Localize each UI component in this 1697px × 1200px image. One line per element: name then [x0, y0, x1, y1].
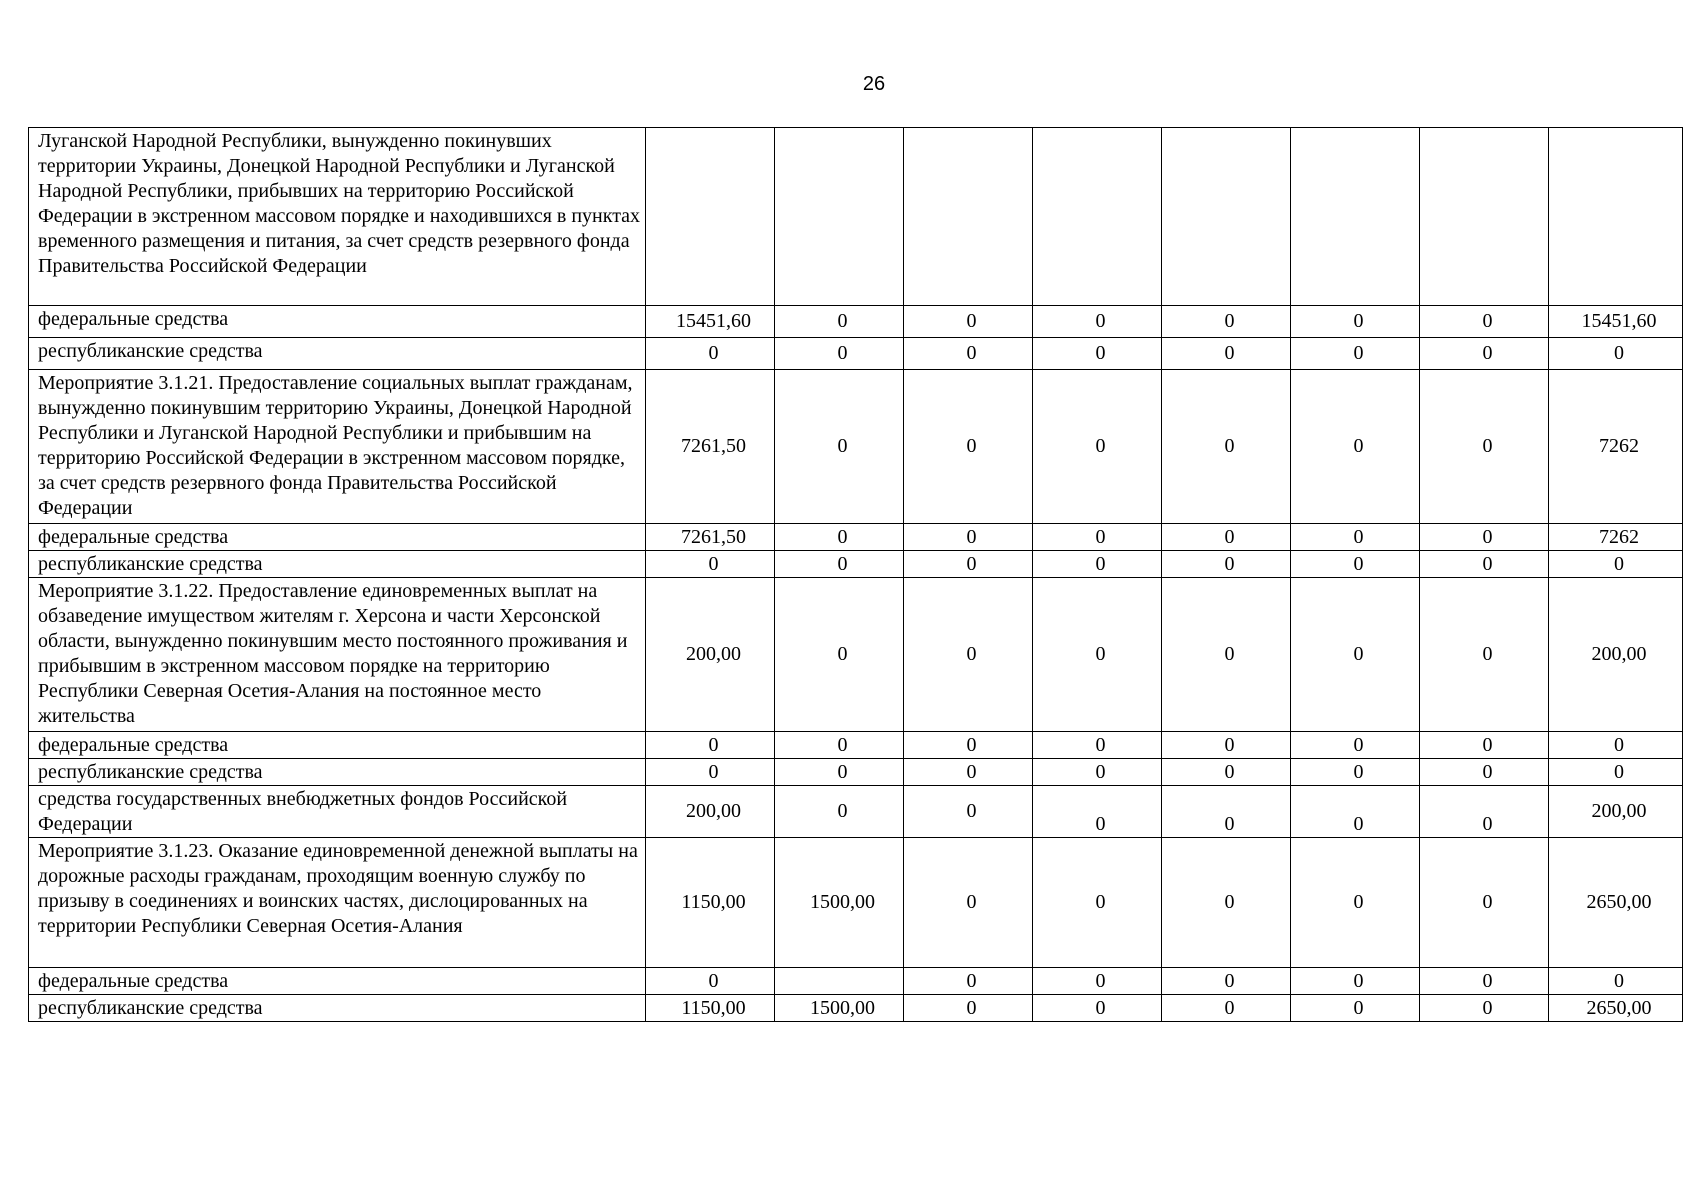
- year-1-value: 7261,50: [646, 524, 775, 551]
- year-7-value: 0: [1420, 786, 1549, 838]
- year-1-value: 0: [646, 968, 775, 995]
- year-3-value: 0: [904, 338, 1033, 370]
- year-5-value: 0: [1162, 524, 1291, 551]
- row-description: средства государственных внебюджетных фондов Российской Федерации: [29, 786, 646, 838]
- row-description: Луганской Народной Республики, вынужденно покинувших территории Украины, Донецкой Народной Республики и Луганской Народной Республики, прибывших на территорию Российской Федерации в экстренном массовом порядке и находившихся в пунктах временного размещения и питания, за счет средств резервного фонда Правительства Российской Федерации: [29, 128, 646, 306]
- total-value: 0: [1549, 968, 1683, 995]
- year-4-value: 0: [1033, 786, 1162, 838]
- year-6-value: 0: [1291, 578, 1420, 732]
- year-7-value: 0: [1420, 759, 1549, 786]
- year-3-value: 0: [904, 370, 1033, 524]
- year-4-value: 0: [1033, 578, 1162, 732]
- year-7-value: 0: [1420, 578, 1549, 732]
- funding-source-row: [29, 338, 1683, 370]
- year-4-value: 0: [1033, 968, 1162, 995]
- year-1-value: 0: [646, 732, 775, 759]
- measure-continuation-row: [29, 128, 1683, 306]
- year-2-value: 0: [775, 370, 904, 524]
- total-value: 200,00: [1549, 786, 1683, 838]
- row-description: федеральные средства: [29, 968, 646, 995]
- year-6-value: 0: [1291, 838, 1420, 968]
- year-6-value: [1291, 128, 1420, 306]
- year-4-value: [1033, 128, 1162, 306]
- year-1-value: 15451,60: [646, 306, 775, 338]
- total-value: 2650,00: [1549, 838, 1683, 968]
- year-5-value: 0: [1162, 968, 1291, 995]
- year-4-value: 0: [1033, 995, 1162, 1022]
- year-2-value: 1500,00: [775, 995, 904, 1022]
- year-4-value: 0: [1033, 551, 1162, 578]
- year-7-value: 0: [1420, 995, 1549, 1022]
- year-3-value: 0: [904, 732, 1033, 759]
- total-value: 0: [1549, 338, 1683, 370]
- total-value: 7262: [1549, 524, 1683, 551]
- page-number: 26: [862, 73, 886, 95]
- year-2-value: [775, 128, 904, 306]
- year-6-value: 0: [1291, 524, 1420, 551]
- year-7-value: 0: [1420, 838, 1549, 968]
- year-5-value: 0: [1162, 759, 1291, 786]
- year-2-value: 0: [775, 732, 904, 759]
- measure-row: [29, 838, 1683, 968]
- total-value: 15451,60: [1549, 306, 1683, 338]
- year-2-value: 0: [775, 306, 904, 338]
- year-3-value: 0: [904, 759, 1033, 786]
- year-4-value: 0: [1033, 759, 1162, 786]
- year-1-value: [646, 128, 775, 306]
- year-1-value: 0: [646, 551, 775, 578]
- year-3-value: 0: [904, 838, 1033, 968]
- year-7-value: [1420, 128, 1549, 306]
- year-3-value: 0: [904, 786, 1033, 838]
- total-value: 0: [1549, 732, 1683, 759]
- total-value: 2650,00: [1549, 995, 1683, 1022]
- year-6-value: 0: [1291, 338, 1420, 370]
- year-2-value: 0: [775, 759, 904, 786]
- year-6-value: 0: [1291, 732, 1420, 759]
- offbudget-funds-row: [29, 786, 1683, 838]
- row-description: Мероприятие 3.1.23. Оказание единовременной денежной выплаты на дорожные расходы гражданам, проходящим военную службу по призыву в соединениях и воинских частях, дислоцированных на территории Республики Северная Осетия-Алания: [29, 838, 646, 968]
- year-1-value: 1150,00: [646, 995, 775, 1022]
- year-3-value: [904, 128, 1033, 306]
- year-5-value: 0: [1162, 578, 1291, 732]
- year-4-value: 0: [1033, 524, 1162, 551]
- year-7-value: 0: [1420, 524, 1549, 551]
- year-6-value: 0: [1291, 995, 1420, 1022]
- year-2-value: 0: [775, 786, 904, 838]
- funding-table-body: [29, 128, 1683, 1022]
- year-4-value: 0: [1033, 838, 1162, 968]
- year-7-value: 0: [1420, 732, 1549, 759]
- year-2-value: 0: [775, 338, 904, 370]
- total-value: 0: [1549, 759, 1683, 786]
- year-4-value: 0: [1033, 732, 1162, 759]
- year-3-value: 0: [904, 524, 1033, 551]
- row-description: республиканские средства: [29, 759, 646, 786]
- year-6-value: 0: [1291, 306, 1420, 338]
- total-value: 7262: [1549, 370, 1683, 524]
- row-description: Мероприятие 3.1.22. Предоставление единовременных выплат на обзаведение имуществом жителям г. Херсона и части Херсонской области, вынужденно покинувшим место постоянного проживания и прибывшим в экстренном массовом порядке на территорию Республики Северная Осетия-Алания на постоянное место жительства: [29, 578, 646, 732]
- year-6-value: 0: [1291, 759, 1420, 786]
- year-1-value: 0: [646, 338, 775, 370]
- row-description: федеральные средства: [29, 524, 646, 551]
- funding-table: [28, 127, 1683, 1022]
- row-description: федеральные средства: [29, 732, 646, 759]
- year-5-value: 0: [1162, 995, 1291, 1022]
- year-2-value: 0: [775, 524, 904, 551]
- year-6-value: 0: [1291, 551, 1420, 578]
- total-value: 200,00: [1549, 578, 1683, 732]
- year-6-value: 0: [1291, 786, 1420, 838]
- total-value: [1549, 128, 1683, 306]
- year-6-value: 0: [1291, 370, 1420, 524]
- year-7-value: 0: [1420, 968, 1549, 995]
- year-5-value: 0: [1162, 551, 1291, 578]
- year-1-value: 7261,50: [646, 370, 775, 524]
- year-2-value: [775, 968, 904, 995]
- funding-source-row: [29, 551, 1683, 578]
- row-description: республиканские средства: [29, 338, 646, 370]
- year-5-value: 0: [1162, 786, 1291, 838]
- year-1-value: 200,00: [646, 578, 775, 732]
- year-5-value: 0: [1162, 338, 1291, 370]
- year-4-value: 0: [1033, 370, 1162, 524]
- year-5-value: [1162, 128, 1291, 306]
- year-2-value: 1500,00: [775, 838, 904, 968]
- total-value: 0: [1549, 551, 1683, 578]
- year-3-value: 0: [904, 578, 1033, 732]
- row-description: республиканские средства: [29, 551, 646, 578]
- funding-source-row: [29, 732, 1683, 759]
- year-4-value: 0: [1033, 338, 1162, 370]
- row-description: республиканские средства: [29, 995, 646, 1022]
- funding-source-row: [29, 968, 1683, 995]
- year-7-value: 0: [1420, 370, 1549, 524]
- year-1-value: 1150,00: [646, 838, 775, 968]
- year-7-value: 0: [1420, 338, 1549, 370]
- year-6-value: 0: [1291, 968, 1420, 995]
- measure-row: [29, 578, 1683, 732]
- year-3-value: 0: [904, 551, 1033, 578]
- year-4-value: 0: [1033, 306, 1162, 338]
- year-2-value: 0: [775, 578, 904, 732]
- funding-source-row: [29, 759, 1683, 786]
- year-3-value: 0: [904, 968, 1033, 995]
- year-3-value: 0: [904, 995, 1033, 1022]
- year-5-value: 0: [1162, 838, 1291, 968]
- funding-source-row: [29, 524, 1683, 551]
- year-5-value: 0: [1162, 306, 1291, 338]
- year-5-value: 0: [1162, 370, 1291, 524]
- year-2-value: 0: [775, 551, 904, 578]
- row-description: федеральные средства: [29, 306, 646, 338]
- row-description: Мероприятие 3.1.21. Предоставление социальных выплат гражданам, вынужденно покинувшим территорию Украины, Донецкой Народной Республики и Луганской Народной Республики и прибывшим на территорию Российской Федерации в экстренном массовом порядке, за счет средств резервного фонда Правительства Российской Федерации: [29, 370, 646, 524]
- year-1-value: 200,00: [646, 786, 775, 838]
- year-5-value: 0: [1162, 732, 1291, 759]
- funding-source-row: [29, 995, 1683, 1022]
- funding-source-row: [29, 306, 1683, 338]
- year-3-value: 0: [904, 306, 1033, 338]
- year-7-value: 0: [1420, 551, 1549, 578]
- measure-row: [29, 370, 1683, 524]
- year-1-value: 0: [646, 759, 775, 786]
- year-7-value: 0: [1420, 306, 1549, 338]
